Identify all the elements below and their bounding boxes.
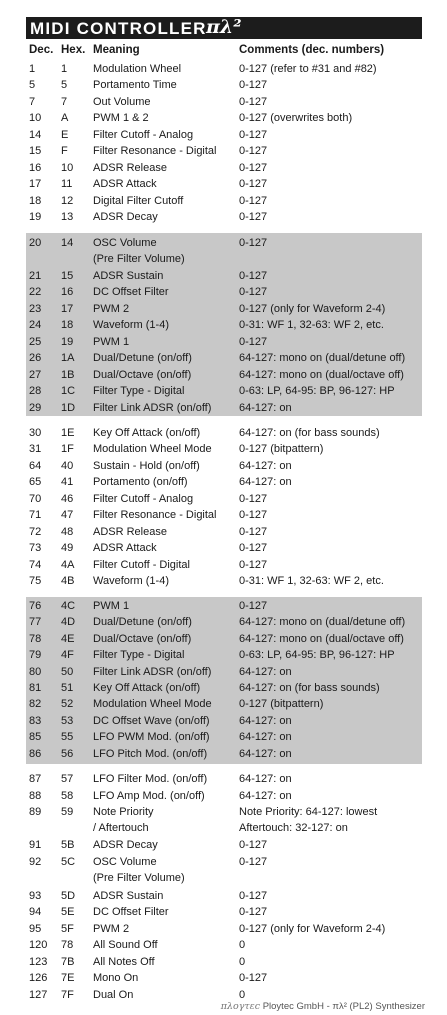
table-row [0, 426, 447, 442]
table-row [0, 805, 447, 834]
meaning-cell: PWM 1 [93, 600, 130, 612]
dec-cell: 17 [29, 178, 42, 190]
table-row [0, 144, 447, 160]
hex-cell: 1B [61, 369, 75, 381]
meaning-cell: Digital Filter Cutoff [93, 195, 184, 207]
dec-cell: 88 [29, 790, 42, 802]
meaning-cell: Modulation Wheel [93, 63, 182, 75]
table-row [0, 161, 447, 177]
meaning-cell: Dual/Octave (on/off) [93, 633, 192, 645]
hex-cell: 59 [61, 806, 74, 818]
dec-cell: 18 [29, 195, 42, 207]
comment-cell: 64-127: on [239, 715, 292, 727]
dec-cell: 31 [29, 443, 42, 455]
hex-cell: 4A [61, 559, 75, 571]
hex-cell: 58 [61, 790, 74, 802]
meaning-cell: Filter Cutoff - Digital [93, 559, 190, 571]
hex-cell: E [61, 129, 69, 141]
table-row [0, 285, 447, 301]
hex-cell: 56 [61, 748, 74, 760]
comment-cell: 64-127: mono on (dual/octave off) [239, 633, 404, 645]
table-row [0, 508, 447, 524]
hex-cell: 55 [61, 731, 74, 743]
comment-cell: 64-127: on [239, 790, 292, 802]
hex-cell: 18 [61, 319, 74, 331]
dec-cell: 30 [29, 427, 42, 439]
meaning-cell: Portamento (on/off) [93, 476, 188, 488]
comment-cell: 64-127: on [239, 773, 292, 785]
table-row [0, 681, 447, 697]
dec-cell: 83 [29, 715, 42, 727]
table-row [0, 62, 447, 78]
dec-cell: 72 [29, 526, 42, 538]
footer-logo: πλογτεc [220, 1001, 261, 1012]
comment-cell: 0-127 [239, 145, 268, 157]
meaning-cell: Filter Type - Digital [93, 385, 185, 397]
dec-cell: 5 [29, 79, 36, 91]
meaning-cell: PWM 2 [93, 303, 130, 315]
dec-cell: 22 [29, 286, 42, 298]
hex-cell: 50 [61, 666, 74, 678]
comment-cell: 0-127 [239, 542, 268, 554]
comment-cell: 0-31: WF 1, 32-63: WF 2, etc. [239, 575, 384, 587]
meaning-cell: PWM 2 [93, 923, 130, 935]
comment-cell: 0-127 [239, 79, 268, 91]
comment-cell: 0-127 [239, 856, 268, 868]
hex-cell: 7F [61, 989, 74, 1001]
table-row [0, 971, 447, 987]
comment-cell: 0-127 (overwrites both) [239, 112, 353, 124]
table-row [0, 351, 447, 367]
table-row [0, 665, 447, 681]
meaning-cell: ADSR Attack [93, 542, 157, 554]
table-row [0, 95, 447, 111]
hex-cell: 40 [61, 460, 74, 472]
comment-cell: 0-127 [239, 906, 268, 918]
hex-cell: 7E [61, 972, 75, 984]
meaning-cell: All Sound Off [93, 939, 158, 951]
meaning-cell-line2: (Pre Filter Volume) [93, 253, 185, 265]
hex-cell: 1E [61, 427, 75, 439]
meaning-cell: DC Offset Wave (on/off) [93, 715, 210, 727]
hex-cell: 78 [61, 939, 74, 951]
comment-cell: 0-127 (only for Waveform 2-4) [239, 923, 386, 935]
dec-cell: 28 [29, 385, 42, 397]
table-row [0, 318, 447, 334]
meaning-cell: Modulation Wheel Mode [93, 443, 212, 455]
meaning-cell: ADSR Release [93, 526, 167, 538]
meaning-cell: Filter Link ADSR (on/off) [93, 402, 212, 414]
meaning-cell: OSC Volume [93, 856, 157, 868]
dec-cell: 10 [29, 112, 42, 124]
hex-cell: 52 [61, 698, 74, 710]
table-row [0, 475, 447, 491]
hex-cell: 5B [61, 839, 75, 851]
meaning-cell: Portamento Time [93, 79, 177, 91]
table-row [0, 541, 447, 557]
header-comments: Comments (dec. numbers) [239, 44, 385, 56]
dec-cell: 95 [29, 923, 42, 935]
table-row [0, 401, 447, 417]
comment-cell: 0-127 [239, 286, 268, 298]
meaning-cell: Dual/Detune (on/off) [93, 616, 192, 628]
comment-cell: 64-127: on (for bass sounds) [239, 427, 380, 439]
comment-cell: 0-127 (bitpattern) [239, 443, 324, 455]
comment-cell: 0-127 [239, 890, 268, 902]
comment-cell: 0-127 [239, 493, 268, 505]
comment-cell: 0-31: WF 1, 32-63: WF 2, etc. [239, 319, 384, 331]
comment-cell: 64-127: on [239, 748, 292, 760]
table-row [0, 574, 447, 590]
meaning-cell: LFO Pitch Mod. (on/off) [93, 748, 208, 760]
hex-cell: F [61, 145, 68, 157]
table-row [0, 194, 447, 210]
table-row [0, 492, 447, 508]
header-meaning: Meaning [93, 44, 140, 56]
table-row [0, 302, 447, 318]
dec-cell: 15 [29, 145, 42, 157]
dec-cell: 25 [29, 336, 42, 348]
meaning-cell: Out Volume [93, 96, 151, 108]
table-row [0, 177, 447, 193]
comment-cell: 0-127 [239, 972, 268, 984]
comment-cell: 0-127 [239, 336, 268, 348]
meaning-cell: Filter Type - Digital [93, 649, 185, 661]
table-row [0, 128, 447, 144]
meaning-cell: ADSR Decay [93, 211, 158, 223]
hex-cell: 12 [61, 195, 74, 207]
dec-cell: 73 [29, 542, 42, 554]
dec-cell: 127 [29, 989, 48, 1001]
hex-cell: 1F [61, 443, 74, 455]
dec-cell: 92 [29, 856, 42, 868]
comment-cell: 0-127 (only for Waveform 2-4) [239, 303, 386, 315]
comment-cell: 64-127: on [239, 666, 292, 678]
header-hex: Hex. [61, 44, 86, 56]
meaning-cell: LFO Amp Mod. (on/off) [93, 790, 205, 802]
comment-cell: 64-127: mono on (dual/detune off) [239, 352, 406, 364]
table-row [0, 789, 447, 805]
meaning-cell: OSC Volume [93, 237, 157, 249]
meaning-cell: ADSR Sustain [93, 890, 164, 902]
dec-cell: 80 [29, 666, 42, 678]
table-row [0, 772, 447, 788]
meaning-cell: Dual/Octave (on/off) [93, 369, 192, 381]
comment-cell: 0-127 [239, 237, 268, 249]
table-row [0, 236, 447, 265]
meaning-cell: Waveform (1-4) [93, 319, 169, 331]
hex-cell: 4E [61, 633, 75, 645]
dec-cell: 70 [29, 493, 42, 505]
meaning-cell: ADSR Release [93, 162, 167, 174]
dec-cell: 79 [29, 649, 42, 661]
comment-cell: 64-127: mono on (dual/detune off) [239, 616, 406, 628]
hex-cell: 48 [61, 526, 74, 538]
comment-cell: 0-127 (bitpattern) [239, 698, 324, 710]
meaning-cell: Filter Resonance - Digital [93, 509, 217, 521]
comment-cell-line2: Aftertouch: 32-127: on [239, 822, 348, 834]
comment-cell: 64-127: on [239, 731, 292, 743]
comment-cell: 0-127 [239, 162, 268, 174]
table-row [0, 905, 447, 921]
dec-cell: 78 [29, 633, 42, 645]
meaning-cell: PWM 1 [93, 336, 130, 348]
hex-cell: 17 [61, 303, 74, 315]
hex-cell: 5F [61, 923, 74, 935]
dec-cell: 91 [29, 839, 42, 851]
table-row [0, 838, 447, 854]
table-row [0, 210, 447, 226]
title-bar [26, 17, 422, 39]
dec-cell: 23 [29, 303, 42, 315]
dec-cell: 126 [29, 972, 48, 984]
comment-cell: 0-127 [239, 839, 268, 851]
meaning-cell: ADSR Sustain [93, 270, 164, 282]
footer-text: Ploytec GmbH - πλ² (PL2) Synthesizer [262, 1001, 425, 1012]
table-row [0, 714, 447, 730]
meaning-cell: Dual On [93, 989, 134, 1001]
dec-cell: 29 [29, 402, 42, 414]
comment-cell: 0-127 [239, 526, 268, 538]
meaning-cell: All Notes Off [93, 956, 155, 968]
hex-cell: 10 [61, 162, 74, 174]
meaning-cell: ADSR Decay [93, 839, 158, 851]
comment-cell: 64-127: mono on (dual/octave off) [239, 369, 404, 381]
hex-cell: 1A [61, 352, 75, 364]
hex-cell: 7B [61, 956, 75, 968]
table-row [0, 615, 447, 631]
footer [221, 1001, 425, 1012]
dec-cell: 1 [29, 63, 36, 75]
comment-cell: 0 [239, 939, 246, 951]
hex-cell: 7 [61, 96, 68, 108]
dec-cell: 75 [29, 575, 42, 587]
table-row [0, 459, 447, 475]
dec-cell: 82 [29, 698, 42, 710]
dec-cell: 81 [29, 682, 42, 694]
hex-cell: 4C [61, 600, 76, 612]
hex-cell: 16 [61, 286, 74, 298]
dec-cell: 65 [29, 476, 42, 488]
meaning-cell: PWM 1 & 2 [93, 112, 149, 124]
table-row [0, 442, 447, 458]
meaning-cell: Sustain - Hold (on/off) [93, 460, 200, 472]
comment-cell: 0-127 [239, 129, 268, 141]
dec-cell: 20 [29, 237, 42, 249]
dec-cell: 76 [29, 600, 42, 612]
meaning-cell: Filter Link ADSR (on/off) [93, 666, 212, 678]
comment-cell: 64-127: on [239, 402, 292, 414]
dec-cell: 16 [29, 162, 42, 174]
comment-cell: 0-127 [239, 178, 268, 190]
meaning-cell: Dual/Detune (on/off) [93, 352, 192, 364]
table-row [0, 855, 447, 884]
comment-cell: 0-127 [239, 509, 268, 521]
table-row [0, 525, 447, 541]
hex-cell: 41 [61, 476, 74, 488]
hex-cell: A [61, 112, 69, 124]
title-logo: πλ² [206, 16, 242, 38]
comment-cell: 0-127 [239, 270, 268, 282]
meaning-cell: Filter Resonance - Digital [93, 145, 217, 157]
table-row [0, 599, 447, 615]
dec-cell: 21 [29, 270, 42, 282]
dec-cell: 26 [29, 352, 42, 364]
hex-cell: 1D [61, 402, 76, 414]
dec-cell: 27 [29, 369, 42, 381]
comment-cell: 0-127 [239, 600, 268, 612]
meaning-cell: LFO Filter Mod. (on/off) [93, 773, 208, 785]
dec-cell: 86 [29, 748, 42, 760]
hex-cell: 1 [61, 63, 68, 75]
hex-cell: 4D [61, 616, 76, 628]
table-row [0, 938, 447, 954]
meaning-cell: Filter Cutoff - Analog [93, 129, 194, 141]
hex-cell: 49 [61, 542, 74, 554]
dec-cell: 14 [29, 129, 42, 141]
hex-cell: 5E [61, 906, 75, 918]
dec-cell: 74 [29, 559, 42, 571]
dec-cell: 85 [29, 731, 42, 743]
comment-cell: 0-127 [239, 195, 268, 207]
meaning-cell: Waveform (1-4) [93, 575, 169, 587]
table-row [0, 335, 447, 351]
table-row [0, 747, 447, 763]
comment-cell: 64-127: on [239, 460, 292, 472]
meaning-cell: Key Off Attack (on/off) [93, 427, 201, 439]
table-row [0, 889, 447, 905]
dec-cell: 89 [29, 806, 42, 818]
comment-cell: Note Priority: 64-127: lowest [239, 806, 378, 818]
meaning-cell: Filter Cutoff - Analog [93, 493, 194, 505]
hex-cell: 19 [61, 336, 74, 348]
comment-cell: 0-63: LP, 64-95: BP, 96-127: HP [239, 649, 395, 661]
table-row [0, 78, 447, 94]
hex-cell: 13 [61, 211, 74, 223]
hex-cell: 4B [61, 575, 75, 587]
dec-cell: 19 [29, 211, 42, 223]
hex-cell: 14 [61, 237, 74, 249]
meaning-cell-line2: / Aftertouch [93, 822, 149, 834]
dec-cell: 94 [29, 906, 42, 918]
comment-cell: 0-127 [239, 559, 268, 571]
dec-cell: 93 [29, 890, 42, 902]
hex-cell: 15 [61, 270, 74, 282]
dec-cell: 71 [29, 509, 42, 521]
comment-cell: 0 [239, 956, 246, 968]
dec-cell: 87 [29, 773, 42, 785]
hex-cell: 1C [61, 385, 76, 397]
table-row [0, 558, 447, 574]
table-row [0, 697, 447, 713]
table-row [0, 269, 447, 285]
page-title: MIDI CONTROLLER [30, 19, 207, 38]
meaning-cell: LFO PWM Mod. (on/off) [93, 731, 210, 743]
hex-cell: 4F [61, 649, 74, 661]
hex-cell: 5C [61, 856, 76, 868]
meaning-cell: Key Off Attack (on/off) [93, 682, 201, 694]
table-row [0, 730, 447, 746]
meaning-cell-line2: (Pre Filter Volume) [93, 872, 185, 884]
hex-cell: 5 [61, 79, 68, 91]
header-dec: Dec. [29, 44, 54, 56]
meaning-cell: Mono On [93, 972, 139, 984]
hex-cell: 46 [61, 493, 74, 505]
table-row [0, 368, 447, 384]
dec-cell: 77 [29, 616, 42, 628]
meaning-cell: ADSR Attack [93, 178, 157, 190]
table-row [0, 111, 447, 127]
comment-cell: 0-127 [239, 96, 268, 108]
table-row [0, 955, 447, 971]
dec-cell: 120 [29, 939, 48, 951]
comment-cell: 0-63: LP, 64-95: BP, 96-127: HP [239, 385, 395, 397]
comment-cell: 0-127 (refer to #31 and #82) [239, 63, 377, 75]
meaning-cell: Note Priority [93, 806, 154, 818]
comment-cell: 0-127 [239, 211, 268, 223]
hex-cell: 51 [61, 682, 74, 694]
dec-cell: 123 [29, 956, 48, 968]
hex-cell: 47 [61, 509, 74, 521]
table-row [0, 632, 447, 648]
hex-cell: 57 [61, 773, 74, 785]
comment-cell: 64-127: on [239, 476, 292, 488]
dec-cell: 7 [29, 96, 36, 108]
table-row [0, 922, 447, 938]
meaning-cell: DC Offset Filter [93, 906, 169, 918]
meaning-cell: DC Offset Filter [93, 286, 169, 298]
table-row [0, 384, 447, 400]
hex-cell: 5D [61, 890, 76, 902]
hex-cell: 53 [61, 715, 74, 727]
table-row [0, 648, 447, 664]
meaning-cell: Modulation Wheel Mode [93, 698, 212, 710]
hex-cell: 11 [61, 178, 73, 190]
dec-cell: 64 [29, 460, 42, 472]
comment-cell: 0 [239, 989, 246, 1001]
dec-cell: 24 [29, 319, 42, 331]
comment-cell: 64-127: on (for bass sounds) [239, 682, 380, 694]
